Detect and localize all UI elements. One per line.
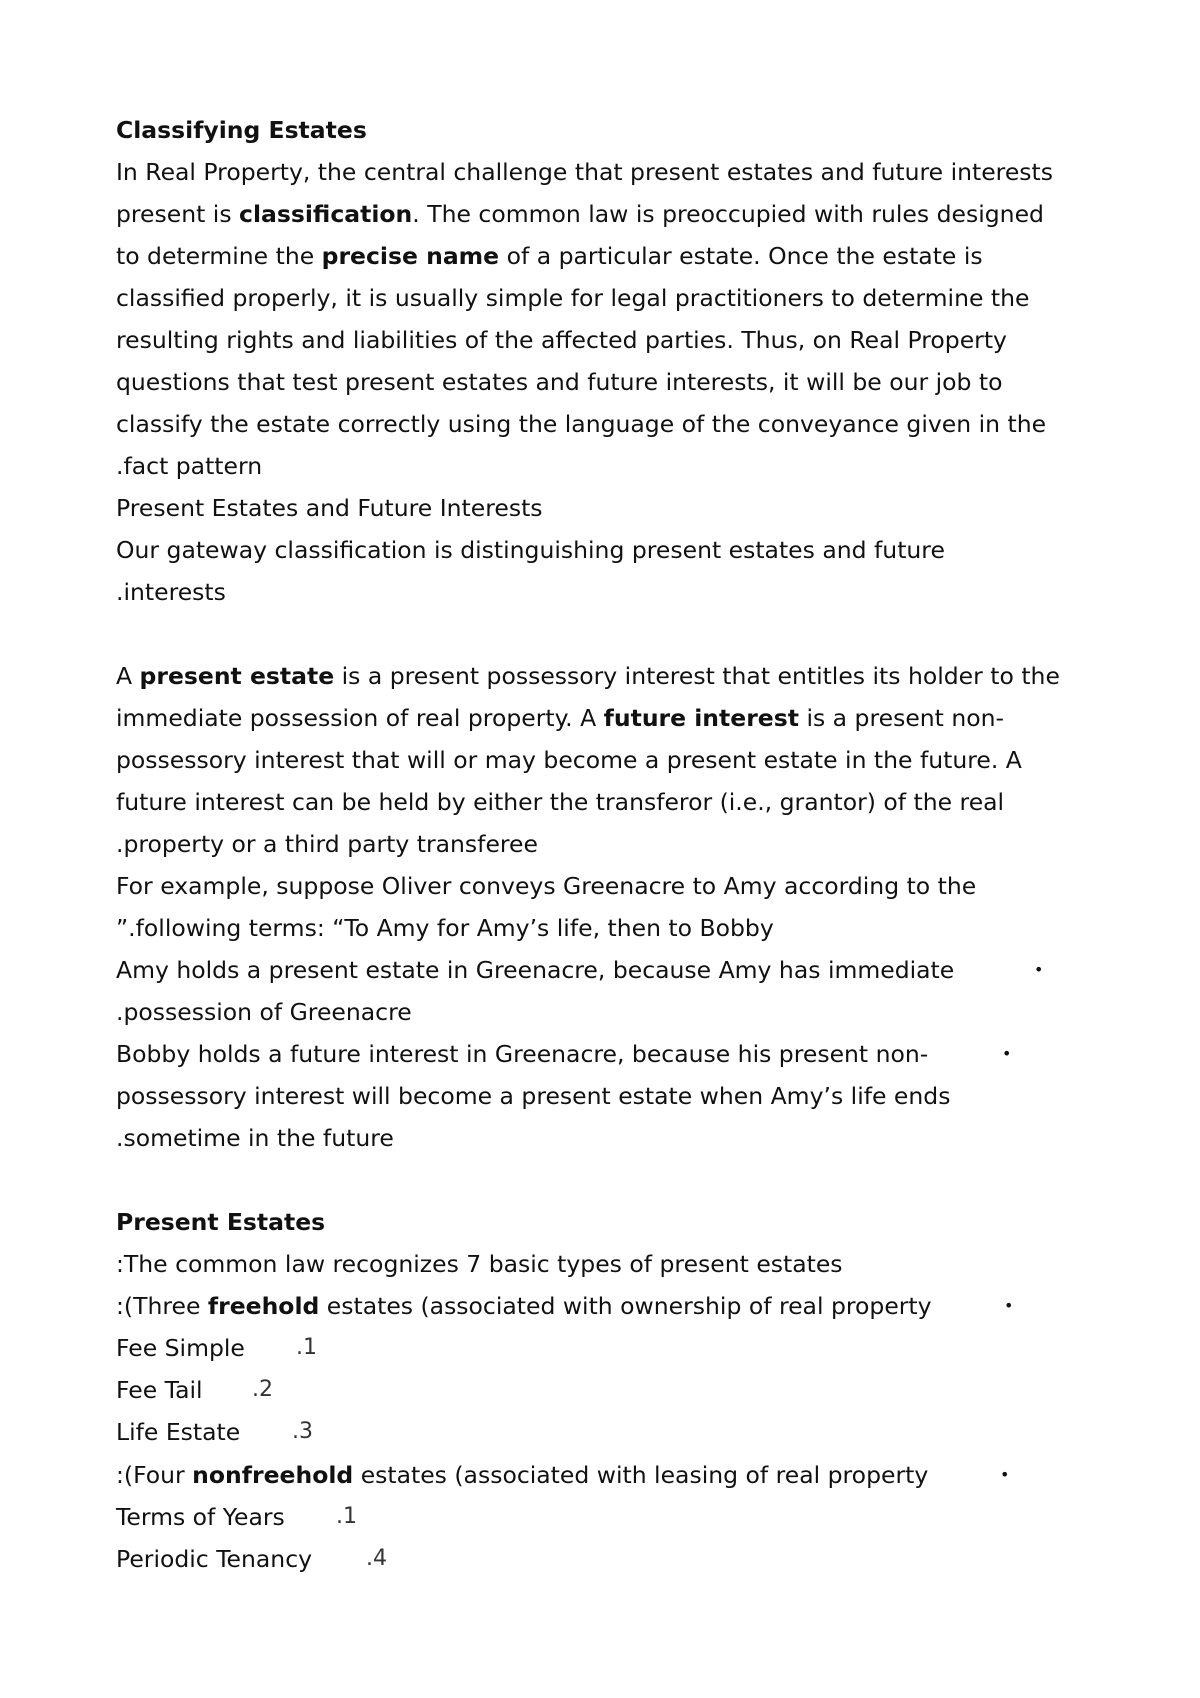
paragraph-line: :The common law recognizes 7 basic types of present estates (116, 1250, 843, 1278)
bullet-item-line: .sometime in the future (116, 1124, 394, 1152)
bullet-item-line: Bobby holds a future interest in Greenacre, because his present non- (116, 1040, 929, 1068)
paragraph-line: .property or a third party transferee (116, 830, 538, 858)
paragraph-line: resulting rights and liabilities of the affected parties. Thus, on Real Property (116, 326, 1007, 354)
bullet-icon: • (1000, 1465, 1010, 1484)
list-item-label: Terms of Years (116, 1503, 285, 1531)
bullet-item-line: possessory interest will become a present estate when Amy’s life ends (116, 1082, 951, 1110)
section-heading: Present Estates and Future Interests (116, 494, 543, 522)
paragraph-line: classify the estate correctly using the language of the conveyance given in the (116, 410, 1047, 438)
bold-term: present estate (139, 662, 335, 690)
paragraph-line: possessory interest that will or may become a present estate in the future. A (116, 746, 1022, 774)
paragraph-line: In Real Property, the central challenge that present estates and future interests (116, 158, 1053, 186)
document-title: Classifying Estates (116, 116, 367, 144)
paragraph-line: .interests (116, 578, 226, 606)
paragraph-line: questions that test present estates and future interests, it will be our job to (116, 368, 1003, 396)
list-item-number: .1 (336, 1504, 357, 1529)
paragraph-line: A present estate is a present possessory interest that entitles its holder to the (116, 662, 1060, 690)
paragraph-line: Our gateway classification is distinguishing present estates and future (116, 536, 945, 564)
paragraph-line: classified properly, it is usually simple for legal practitioners to determine the (116, 284, 1030, 312)
list-item-number: .2 (252, 1377, 273, 1402)
list-item-number: .4 (366, 1546, 387, 1571)
paragraph-line: present is classification. The common law is preoccupied with rules designed (116, 200, 1044, 228)
paragraph-line: immediate possession of real property. A future interest is a present non- (116, 704, 1004, 732)
section-heading: Present Estates (116, 1208, 326, 1236)
paragraph-line: to determine the precise name of a particular estate. Once the estate is (116, 242, 983, 270)
list-item-number: .3 (292, 1419, 313, 1444)
bold-term: precise name (321, 242, 500, 270)
bullet-icon: • (1034, 960, 1044, 979)
bullet-icon: • (1002, 1044, 1012, 1063)
list-item-label: Fee Simple (116, 1334, 245, 1362)
list-item-number: .1 (296, 1335, 317, 1360)
bold-term: freehold (207, 1292, 320, 1320)
paragraph-line: .fact pattern (116, 452, 263, 480)
bullet-item-line: Amy holds a present estate in Greenacre, because Amy has immediate (116, 956, 955, 984)
list-item-label: Periodic Tenancy (116, 1545, 313, 1573)
nonfreehold-bullet: :(Four nonfreehold estates (associated with leasing of real property (116, 1461, 929, 1489)
paragraph-line: For example, suppose Oliver conveys Greenacre to Amy according to the (116, 872, 977, 900)
list-item-label: Life Estate (116, 1418, 241, 1446)
paragraph-line: future interest can be held by either the transferor (i.e., grantor) of the real (116, 788, 1005, 816)
list-item-label: Fee Tail (116, 1376, 203, 1404)
paragraph-line: ”.following terms: “To Amy for Amy’s life, then to Bobby (116, 914, 774, 942)
bold-term: nonfreehold (192, 1461, 354, 1489)
bold-term: future interest (603, 704, 799, 732)
bullet-icon: • (1004, 1296, 1014, 1315)
bullet-item-line: .possession of Greenacre (116, 998, 412, 1026)
bold-term: classification (239, 200, 413, 228)
freehold-bullet: :(Three freehold estates (associated with ownership of real property (116, 1292, 932, 1320)
